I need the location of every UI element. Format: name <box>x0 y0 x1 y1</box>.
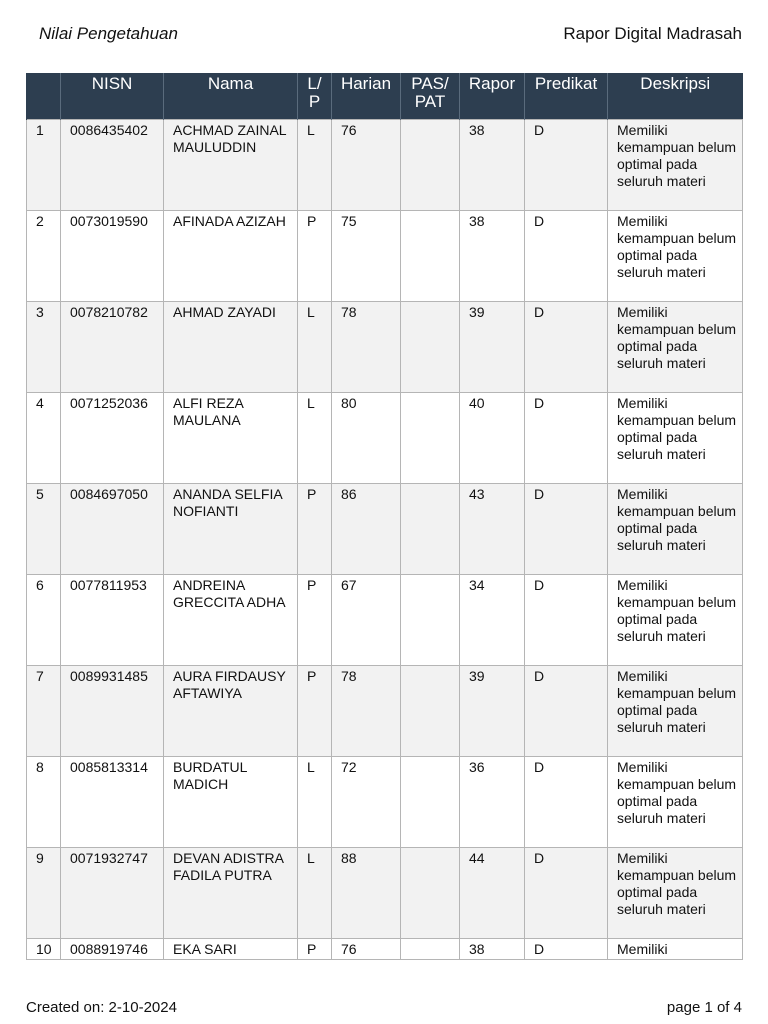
cell-rapor: 36 <box>460 757 525 848</box>
cell-predikat: D <box>525 848 608 939</box>
table-row <box>27 757 743 848</box>
column-header-no <box>27 73 61 120</box>
cell-rapor: 40 <box>460 393 525 484</box>
cell-gender: L <box>298 120 332 211</box>
cell-gender: P <box>298 666 332 757</box>
column-header-harian: Harian <box>332 73 401 120</box>
grades-table <box>26 73 743 960</box>
cell-predikat: D <box>525 211 608 302</box>
cell-predikat: D <box>525 484 608 575</box>
cell-name: ANANDA SELFIA NOFIANTI <box>164 484 298 575</box>
column-header-rapor: Rapor <box>460 73 525 120</box>
cell-pas-pat <box>401 120 460 211</box>
cell-rapor: 39 <box>460 302 525 393</box>
column-header-lp: L/ P <box>298 73 332 120</box>
cell-name: BURDATUL MADICH <box>164 757 298 848</box>
table-row <box>27 848 743 939</box>
cell-number: 6 <box>27 575 61 666</box>
cell-gender: P <box>298 484 332 575</box>
cell-harian: 76 <box>332 939 401 960</box>
page-indicator: page 1 of 4 <box>666 999 742 1016</box>
cell-pas-pat <box>401 666 460 757</box>
table-row <box>27 120 743 211</box>
cell-name: EKA SARI <box>164 939 298 960</box>
column-header-predikat: Predikat <box>525 73 608 120</box>
cell-gender: L <box>298 757 332 848</box>
column-header-nama: Nama <box>164 73 298 120</box>
cell-gender: P <box>298 211 332 302</box>
cell-nisn: 0071932747 <box>61 848 164 939</box>
cell-nisn: 0088919746 <box>61 939 164 960</box>
table-row <box>27 211 743 302</box>
cell-rapor: 43 <box>460 484 525 575</box>
cell-rapor: 38 <box>460 120 525 211</box>
column-header-nisn: NISN <box>61 73 164 120</box>
document-source-title: Rapor Digital Madrasah <box>563 24 742 43</box>
cell-predikat: D <box>525 302 608 393</box>
cell-nisn: 0073019590 <box>61 211 164 302</box>
cell-deskripsi: Memiliki <box>608 939 743 960</box>
cell-number: 7 <box>27 666 61 757</box>
cell-number: 3 <box>27 302 61 393</box>
cell-rapor: 44 <box>460 848 525 939</box>
cell-number: 4 <box>27 393 61 484</box>
cell-gender: L <box>298 848 332 939</box>
created-date: Created on: 2-10-2024 <box>26 999 177 1016</box>
cell-harian: 88 <box>332 848 401 939</box>
cell-pas-pat <box>401 939 460 960</box>
table-row <box>27 302 743 393</box>
cell-deskripsi: Memiliki kemampuan belum optimal pada seluruh materi <box>608 120 743 211</box>
cell-gender: P <box>298 575 332 666</box>
cell-harian: 76 <box>332 120 401 211</box>
cell-predikat: D <box>525 120 608 211</box>
table-body <box>27 120 743 960</box>
cell-number: 8 <box>27 757 61 848</box>
cell-number: 10 <box>27 939 61 960</box>
cell-gender: P <box>298 939 332 960</box>
cell-predikat: D <box>525 939 608 960</box>
cell-number: 1 <box>27 120 61 211</box>
cell-deskripsi: Memiliki kemampuan belum optimal pada seluruh materi <box>608 757 743 848</box>
cell-rapor: 38 <box>460 211 525 302</box>
cell-nisn: 0078210782 <box>61 302 164 393</box>
cell-predikat: D <box>525 757 608 848</box>
document-title: Nilai Pengetahuan <box>39 24 178 43</box>
cell-harian: 78 <box>332 666 401 757</box>
cell-name: ANDREINA GRECCITA ADHA <box>164 575 298 666</box>
cell-rapor: 34 <box>460 575 525 666</box>
cell-number: 5 <box>27 484 61 575</box>
cell-nisn: 0085813314 <box>61 757 164 848</box>
cell-name: AHMAD ZAYADI <box>164 302 298 393</box>
cell-nisn: 0086435402 <box>61 120 164 211</box>
cell-harian: 78 <box>332 302 401 393</box>
cell-deskripsi: Memiliki kemampuan belum optimal pada seluruh materi <box>608 484 743 575</box>
cell-pas-pat <box>401 211 460 302</box>
table-row <box>27 666 743 757</box>
cell-harian: 67 <box>332 575 401 666</box>
cell-harian: 75 <box>332 211 401 302</box>
cell-predikat: D <box>525 575 608 666</box>
table-row <box>27 484 743 575</box>
cell-pas-pat <box>401 848 460 939</box>
table-row <box>27 393 743 484</box>
cell-pas-pat <box>401 393 460 484</box>
cell-nisn: 0084697050 <box>61 484 164 575</box>
cell-harian: 86 <box>332 484 401 575</box>
cell-pas-pat <box>401 484 460 575</box>
cell-name: AFINADA AZIZAH <box>164 211 298 302</box>
table-header-row <box>27 73 743 120</box>
cell-gender: L <box>298 393 332 484</box>
cell-name: DEVAN ADISTRA FADILA PUTRA <box>164 848 298 939</box>
cell-name: AURA FIRDAUSY AFTAWIYA <box>164 666 298 757</box>
cell-pas-pat <box>401 575 460 666</box>
cell-nisn: 0071252036 <box>61 393 164 484</box>
cell-rapor: 39 <box>460 666 525 757</box>
cell-deskripsi: Memiliki kemampuan belum optimal pada seluruh materi <box>608 575 743 666</box>
cell-deskripsi: Memiliki kemampuan belum optimal pada seluruh materi <box>608 666 743 757</box>
cell-gender: L <box>298 302 332 393</box>
cell-rapor: 38 <box>460 939 525 960</box>
column-header-deskripsi: Deskripsi <box>608 73 743 120</box>
cell-number: 2 <box>27 211 61 302</box>
cell-nisn: 0077811953 <box>61 575 164 666</box>
cell-deskripsi: Memiliki kemampuan belum optimal pada seluruh materi <box>608 302 743 393</box>
cell-predikat: D <box>525 666 608 757</box>
table-row <box>27 939 743 960</box>
cell-pas-pat <box>401 302 460 393</box>
table-row <box>27 575 743 666</box>
cell-deskripsi: Memiliki kemampuan belum optimal pada seluruh materi <box>608 211 743 302</box>
column-header-pas-pat: PAS/ PAT <box>401 73 460 120</box>
cell-nisn: 0089931485 <box>61 666 164 757</box>
cell-deskripsi: Memiliki kemampuan belum optimal pada seluruh materi <box>608 848 743 939</box>
cell-number: 9 <box>27 848 61 939</box>
cell-deskripsi: Memiliki kemampuan belum optimal pada seluruh materi <box>608 393 743 484</box>
cell-predikat: D <box>525 393 608 484</box>
cell-name: ALFI REZA MAULANA <box>164 393 298 484</box>
cell-harian: 72 <box>332 757 401 848</box>
cell-pas-pat <box>401 757 460 848</box>
cell-name: ACHMAD ZAINAL MAULUDDIN <box>164 120 298 211</box>
cell-harian: 80 <box>332 393 401 484</box>
